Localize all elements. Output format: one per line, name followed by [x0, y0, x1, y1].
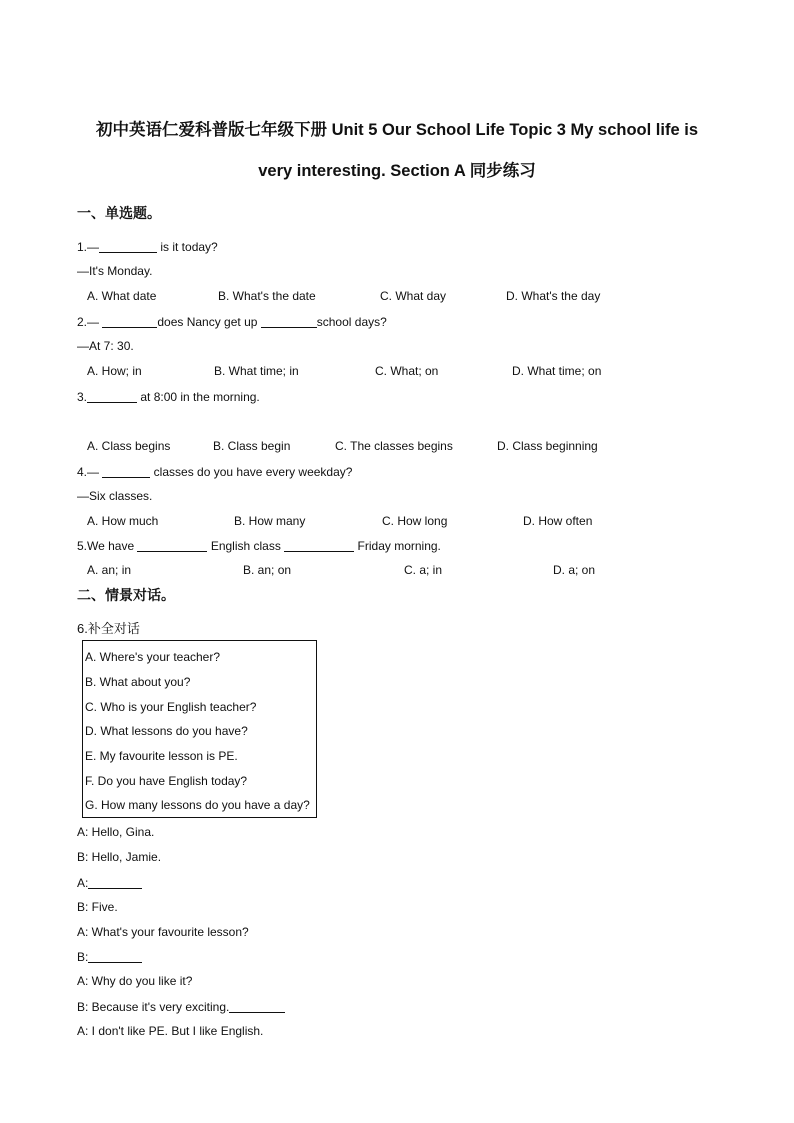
question-1-answer-line: —It's Monday.	[77, 264, 153, 278]
choices-box	[82, 640, 317, 818]
question-1-text: is it today?	[157, 240, 218, 254]
question-3-option-d[interactable]: D. Class beginning	[497, 439, 598, 453]
dialogue-line-4: B: Five.	[77, 900, 118, 914]
question-2-prompt	[77, 315, 387, 328]
question-5-option-a[interactable]: A. an; in	[87, 563, 132, 577]
choice-e[interactable]: E. My favourite lesson is PE.	[85, 749, 238, 763]
dialogue-line-5: A: What's your favourite lesson?	[77, 925, 249, 939]
question-5-text-end: Friday morning.	[354, 539, 441, 553]
section-heading-single-choice: 一、单选题。	[77, 205, 161, 221]
question-1-prompt	[77, 240, 218, 253]
question-1-option-c[interactable]: C. What day	[380, 289, 447, 303]
question-5-prompt	[77, 539, 441, 552]
page-title-line-2: very interesting. Section A 同步练习	[258, 162, 536, 180]
answer-blank[interactable]	[88, 950, 142, 963]
question-4-option-a[interactable]: A. How much	[87, 514, 159, 528]
dialogue-line-6	[77, 950, 142, 963]
answer-blank[interactable]	[99, 240, 157, 253]
question-4-prompt	[77, 465, 352, 478]
question-1-option-b[interactable]: B. What's the date	[218, 289, 316, 303]
question-4-option-b[interactable]: B. How many	[234, 514, 306, 528]
question-4-option-d[interactable]: D. How often	[523, 514, 593, 528]
question-3-option-b[interactable]: B. Class begin	[213, 439, 291, 453]
question-2-option-d[interactable]: D. What time; on	[512, 364, 602, 378]
question-5-option-d[interactable]: D. a; on	[553, 563, 596, 577]
choice-c[interactable]: C. Who is your English teacher?	[85, 700, 257, 714]
question-3-option-a[interactable]: A. Class begins	[87, 439, 171, 453]
question-2-text-end: school days?	[316, 315, 387, 329]
section-heading-dialogue: 二、情景对话。	[77, 587, 175, 603]
question-2-answer-line: —At 7: 30.	[77, 339, 134, 353]
question-4-number: 4.—	[77, 465, 103, 479]
answer-blank[interactable]	[102, 315, 157, 328]
dialogue-speaker: B:	[77, 950, 89, 964]
choice-a[interactable]: A. Where's your teacher?	[85, 650, 221, 664]
answer-blank[interactable]	[102, 465, 150, 478]
question-2-text: does Nancy get up	[157, 315, 261, 329]
page-title-line-1: 初中英语仁爱科普版七年级下册 Unit 5 Our School Life Topic 3 My school life is	[96, 121, 698, 139]
question-3-number: 3.	[77, 390, 88, 404]
answer-blank[interactable]	[284, 539, 354, 552]
dialogue-line-1: A: Hello, Gina.	[77, 825, 155, 839]
answer-blank[interactable]	[137, 539, 207, 552]
question-2-option-b[interactable]: B. What time; in	[214, 364, 299, 378]
dialogue-speaker: A:	[77, 876, 89, 890]
question-5-option-b[interactable]: B. an; on	[243, 563, 292, 577]
question-2-option-a[interactable]: A. How; in	[87, 364, 142, 378]
question-1-number: 1.—	[77, 240, 100, 254]
answer-blank[interactable]	[261, 315, 317, 328]
answer-blank[interactable]	[88, 876, 142, 889]
dialogue-line-7: A: Why do you like it?	[77, 974, 193, 988]
choice-f[interactable]: F. Do you have English today?	[85, 774, 248, 788]
question-5-number: 5.We have	[77, 539, 138, 553]
answer-blank[interactable]	[87, 390, 137, 403]
choice-d[interactable]: D. What lessons do you have?	[85, 724, 248, 738]
question-5-option-c[interactable]: C. a; in	[404, 563, 443, 577]
question-4-option-c[interactable]: C. How long	[382, 514, 448, 528]
question-3-option-c[interactable]: C. The classes begins	[335, 439, 453, 453]
question-3-prompt	[77, 390, 260, 403]
question-2-number: 2.—	[77, 315, 103, 329]
dialogue-line-8	[77, 1000, 285, 1013]
choice-b[interactable]: B. What about you?	[85, 675, 191, 689]
dialogue-line-3	[77, 876, 142, 889]
answer-blank[interactable]	[229, 1000, 285, 1013]
dialogue-text: B: Because it's very exciting.	[77, 1000, 230, 1014]
question-1-option-a[interactable]: A. What date	[87, 289, 157, 303]
choice-g[interactable]: G. How many lessons do you have a day?	[85, 798, 310, 812]
question-4-answer-line: —Six classes.	[77, 489, 153, 503]
question-4-text: classes do you have every weekday?	[150, 465, 353, 479]
question-2-option-c[interactable]: C. What; on	[375, 364, 439, 378]
question-1-option-d[interactable]: D. What's the day	[506, 289, 601, 303]
dialogue-line-9: A: I don't like PE. But I like English.	[77, 1024, 264, 1038]
question-5-text: English class	[207, 539, 285, 553]
question-3-text: at 8:00 in the morning.	[137, 390, 260, 404]
dialogue-line-2: B: Hello, Jamie.	[77, 850, 162, 864]
question-6-label: 6.补全对话	[77, 621, 140, 636]
